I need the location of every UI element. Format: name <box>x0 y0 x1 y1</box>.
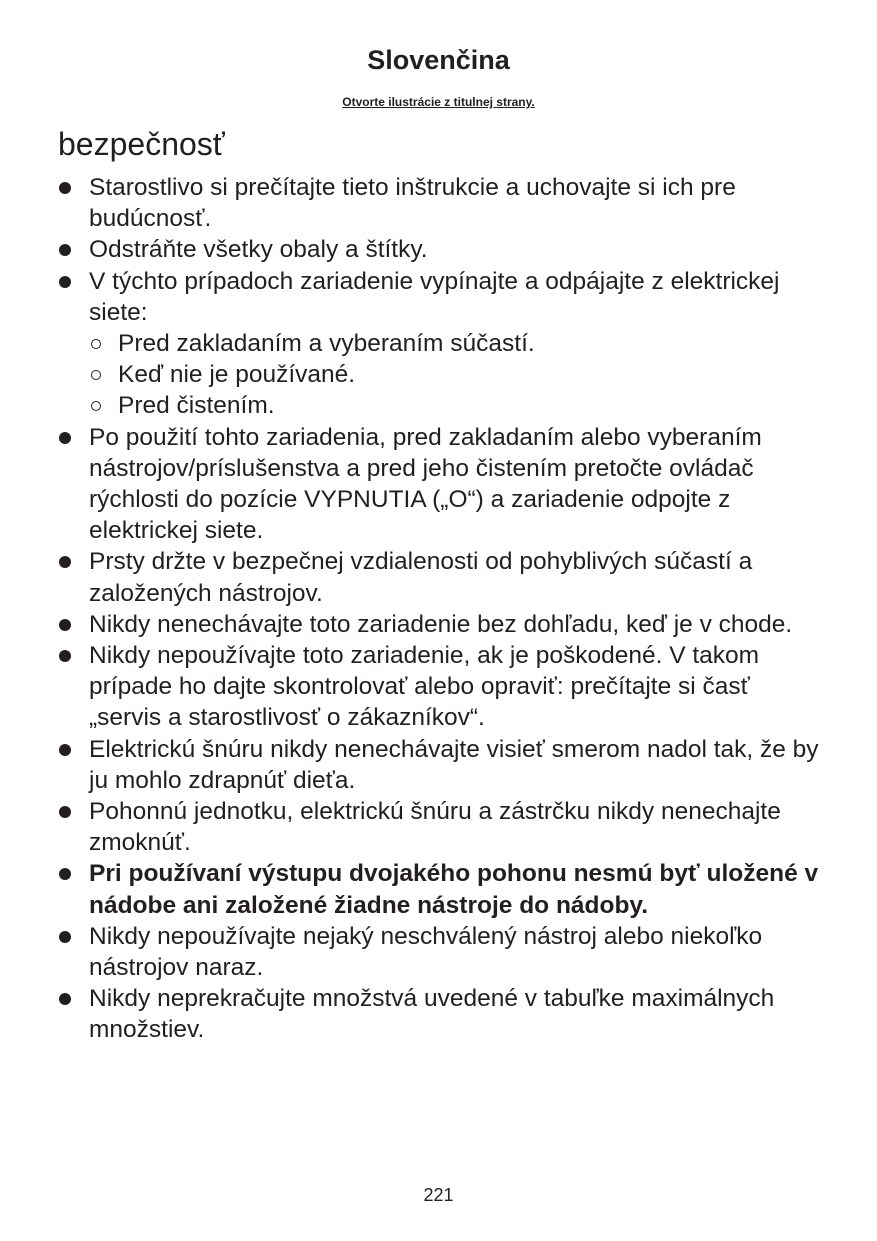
list-item-text: Po použití tohto zariadenia, pred zakladaním alebo vyberaním nástrojov/príslušenstva a pred jeho čistením pretočte ovládač rýchlosti do pozície VYPNUTIA („O“) a zariadenie odpojte z elektrickej siete. <box>89 423 762 545</box>
safety-list <box>58 172 828 1046</box>
safety-item-max-quantities <box>58 983 828 1045</box>
language-title: Slovenčina <box>367 45 510 75</box>
safety-item-switch-off <box>58 266 828 422</box>
list-item-text: Nikdy nepoužívajte toto zariadenie, ak je poškodené. V takom prípade ho dajte skontrolovať alebo opraviť: prečítajte si časť „servis a starostlivosť o zákazníkov“. <box>89 642 760 732</box>
safety-item-cord-hanging <box>58 734 828 796</box>
sub-item-text: Pred zakladaním a vyberaním súčastí. <box>118 330 535 358</box>
safety-item-never-unattended <box>58 609 828 640</box>
list-item-text: Nikdy nepoužívajte nejaký neschválený nástroj alebo niekoľko nástrojov naraz. <box>89 922 763 982</box>
sub-item <box>89 390 828 421</box>
switch-off-conditions <box>89 328 828 422</box>
list-item-text: Starostlivo si prečítajte tieto inštrukcie a uchovajte si ich pre budúcnosť. <box>89 174 736 233</box>
sub-item <box>89 359 828 390</box>
safety-item-keep-dry <box>58 796 828 858</box>
list-item-text: Nikdy neprekračujte množstvá uvedené v tabuľke maximálnych množstiev. <box>89 985 775 1044</box>
sub-item <box>89 328 828 359</box>
list-item-text: Odstráňte všetky obaly a štítky. <box>89 236 428 264</box>
safety-item-read-instructions <box>58 172 828 234</box>
safety-item-keep-fingers-away <box>58 546 828 608</box>
list-item-text: Prsty držte v bezpečnej vzdialenosti od pohyblivých súčastí a založených nástrojov. <box>89 548 753 607</box>
list-item-text: Nikdy nenechávajte toto zariadenie bez dohľadu, keď je v chode. <box>89 610 793 638</box>
safety-item-unapproved-tools <box>58 921 828 983</box>
list-item-text: V týchto prípadoch zariadenie vypínajte a odpájajte z elektrickej siete: <box>89 267 780 326</box>
sub-item-text: Pred čistením. <box>118 392 275 420</box>
safety-item-damaged-device <box>58 640 828 734</box>
page-number: 221 <box>423 1185 454 1205</box>
list-item-text: Pri používaní výstupu dvojakého pohonu nesmú byť uložené v nádobe ani založené žiadne nástroje do nádoby. <box>89 860 819 919</box>
section-heading: bezpečnosť <box>58 126 225 162</box>
sub-item-text: Keď nie je používané. <box>118 361 356 389</box>
safety-instructions <box>58 172 828 1046</box>
list-item-text: Elektrickú šnúru nikdy nenechávajte visieť smerom nadol tak, že by ju mohlo zdrapnúť dieťa. <box>89 735 819 794</box>
safety-item-dual-drive-warning <box>58 858 828 920</box>
list-item-text: Pohonnú jednotku, elektrickú šnúru a zástrčku nikdy nenechajte zmoknúť. <box>89 798 781 857</box>
safety-item-speed-control-off <box>58 422 828 547</box>
illustration-note: Otvorte ilustrácie z titulnej strany. <box>342 95 535 109</box>
safety-item-remove-packaging <box>58 234 828 265</box>
